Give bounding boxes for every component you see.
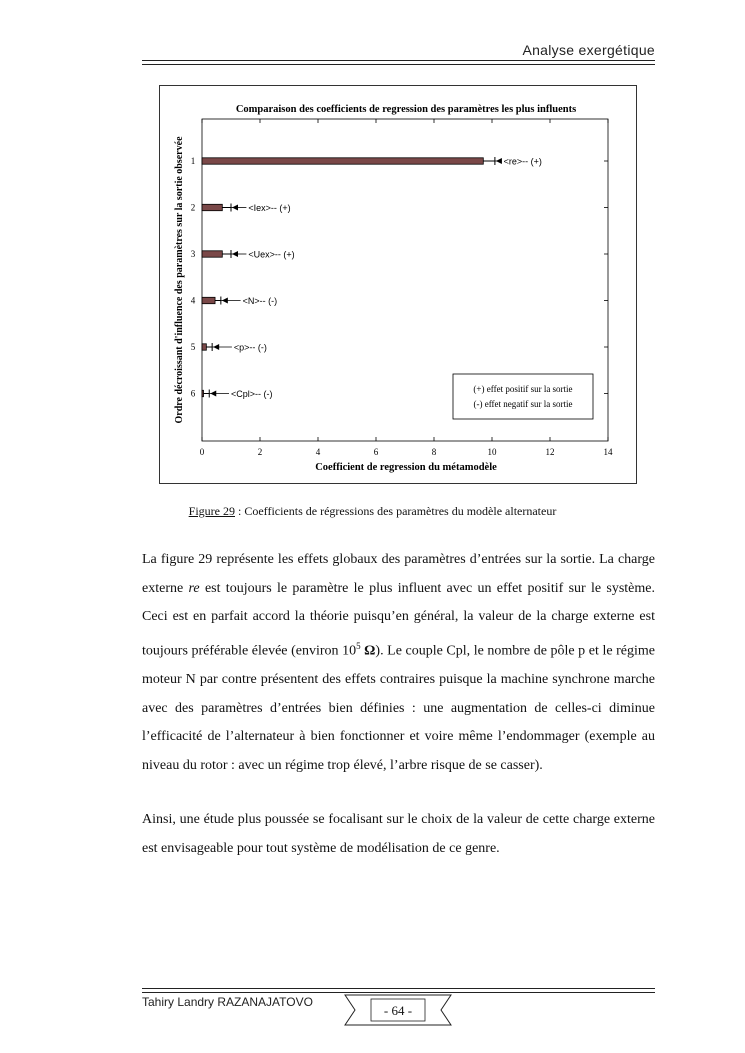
paragraph-1 xyxy=(142,546,655,780)
leader-arrowhead xyxy=(222,298,228,304)
y-axis-label: Ordre décroissant d'influence des paramètres sur la sortie observée xyxy=(174,136,185,424)
caption-text: : Coefficients de régressions des paramètres du modèle alternateur xyxy=(235,504,557,518)
figure-frame xyxy=(159,85,637,484)
paragraph-2: Ainsi, une étude plus poussée se focalisant sur le choix de la valeur de cette charge externe est envisageable pour tout système de modélisation de ce genre. xyxy=(142,812,655,856)
footer-rule xyxy=(142,988,655,989)
bar-label: <p>-- (-) xyxy=(233,342,267,353)
bar-rank-3 xyxy=(202,251,222,257)
p1-text-b: est toujours le paramètre le plus influent avec un effet positif sur le système. Ceci est en parfait accord la théorie puisqu’en général, la valeur de la charge externe est toujours préférable élevée (environ 10 xyxy=(142,580,655,659)
running-header: Analyse exergétique xyxy=(522,42,655,58)
chart-legend xyxy=(453,374,593,419)
leader-arrowhead xyxy=(496,158,502,164)
p1-text-c: ). Le couple Cpl, le nombre de pôle p et le régime moteur N par contre présentent des effets contraires puisque la machine synchrone marche avec des paramètres d’entrées bien définies : une augmentation de celles-ci diminue l’efficacité de l’alternateur à bien fonctionner et voire même l’endommager (exemple au niveau du rotor : avec un régime trop élevé, l’arbre risque de se casser). xyxy=(142,643,655,773)
x-tick-label: 0 xyxy=(199,447,205,457)
bar-label: <re>-- (+) xyxy=(503,156,542,167)
x-tick-label: 8 xyxy=(431,447,437,457)
legend-entry-positive: (+) effet positif sur la sortie xyxy=(473,384,573,394)
caption-label: Figure 29 xyxy=(188,504,235,518)
legend-entry-negative: (-) effet negatif sur la sortie xyxy=(473,399,573,409)
p1-text-a: La figure 29 représente les effets globaux des paramètres d’entrées sur la sortie. La charge externe xyxy=(142,552,655,596)
bar-rank-5 xyxy=(202,344,206,350)
x-tick-label: 2 xyxy=(257,447,263,457)
y-tick-label: 3 xyxy=(190,249,196,259)
page-number: - 64 - xyxy=(383,1003,413,1018)
bar-label: <Cpl>-- (-) xyxy=(231,389,273,399)
x-tick-label: 4 xyxy=(315,447,321,457)
x-tick-label: 12 xyxy=(545,447,555,457)
figure-caption xyxy=(0,504,745,519)
y-tick-label: 2 xyxy=(190,202,196,213)
bar-rank-2 xyxy=(202,204,222,210)
y-tick-label: 6 xyxy=(190,388,196,399)
p1-var-re: re xyxy=(188,580,200,596)
y-tick-label: 5 xyxy=(190,342,196,352)
y-tick-label: 4 xyxy=(190,295,196,306)
chart-title: Comparaison des coefficients de regression des paramètres les plus influents xyxy=(235,104,577,115)
p1-exponent: 5 xyxy=(356,640,361,651)
footer-author: Tahiry Landry RAZANAJATOVO xyxy=(142,995,313,1009)
header-rule xyxy=(142,60,655,61)
leader-arrowhead xyxy=(232,205,238,211)
regression-bar-chart xyxy=(160,86,636,483)
x-tick-label: 6 xyxy=(373,447,379,457)
bar-label: <N>-- (-) xyxy=(242,296,278,306)
bar-label: <Uex>-- (+) xyxy=(248,249,295,260)
leader-arrowhead xyxy=(210,391,216,397)
bar-rank-4 xyxy=(202,297,215,303)
x-tick-label: 14 xyxy=(603,447,613,457)
bar-rank-6 xyxy=(202,390,204,396)
x-axis-label: Coefficient de regression du métamodèle xyxy=(315,462,497,473)
header-rule-thin xyxy=(142,64,655,65)
bar-label: <Iex>-- (+) xyxy=(248,203,291,213)
leader-arrowhead xyxy=(213,344,219,350)
y-tick-label: 1 xyxy=(190,156,196,166)
leader-arrowhead xyxy=(232,251,238,257)
legend-box xyxy=(453,374,593,419)
x-tick-label: 10 xyxy=(487,447,497,457)
bar-rank-1 xyxy=(202,158,483,164)
p1-omega: Ω xyxy=(360,643,376,659)
